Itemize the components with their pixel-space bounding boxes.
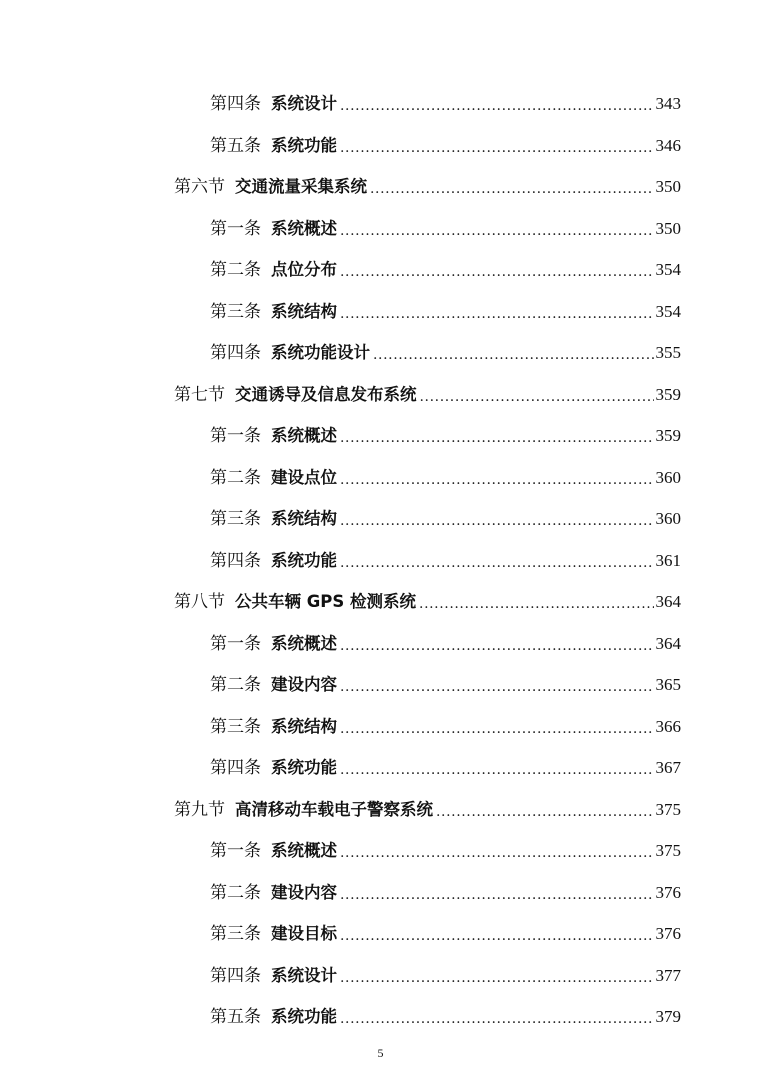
toc-entry-number: 第八节: [174, 592, 225, 612]
toc-entry-page-number: 355: [655, 343, 681, 362]
toc-entry-title: 系统设计: [271, 965, 337, 985]
toc-entry-page-number: 367: [655, 758, 681, 777]
toc-entry-title: 系统功能: [271, 1007, 337, 1026]
toc-entry-title: 系统功能: [271, 758, 337, 777]
toc-entry-page-number: 360: [655, 467, 681, 487]
toc-entry-title: 系统结构: [271, 301, 337, 321]
toc-article-entry[interactable]: [210, 831, 681, 871]
toc-entry-number: 第二条: [210, 467, 261, 488]
toc-entry-number: 第二条: [210, 882, 261, 903]
toc-entry-page-number: 354: [655, 260, 681, 279]
toc-dot-leader: [340, 209, 654, 249]
toc-entry-page-number: 364: [655, 633, 681, 653]
toc-entry-title: 高清移动车载电子警察系统: [235, 799, 433, 819]
toc-entry-page-number: 366: [655, 716, 681, 736]
toc-article-entry[interactable]: [210, 665, 681, 705]
toc-section-entry[interactable]: [174, 375, 681, 415]
toc-entry-number: 第三条: [210, 301, 261, 322]
toc-entry-title: 系统功能设计: [271, 343, 370, 362]
toc-dot-leader: [340, 126, 654, 166]
toc-entry-number: 第三条: [210, 509, 261, 529]
toc-entry-page-number: 376: [655, 924, 681, 943]
toc-dot-leader: [340, 458, 654, 498]
toc-dot-leader: [340, 292, 654, 332]
toc-dot-leader: [340, 541, 654, 581]
toc-entry-page-number: 354: [655, 301, 681, 321]
toc-entry-title: 交通诱导及信息发布系统: [235, 384, 417, 404]
toc-dot-leader: [340, 84, 654, 124]
toc-article-entry[interactable]: [210, 624, 681, 664]
toc-entry-page-number: 359: [655, 384, 681, 404]
toc-article-entry[interactable]: [210, 84, 681, 124]
toc-entry-number: 第六节: [174, 177, 225, 197]
toc-entry-page-number: 359: [655, 426, 681, 445]
toc-entry-number: 第三条: [210, 924, 261, 944]
toc-dot-leader: [370, 167, 654, 207]
toc-dot-leader: [340, 831, 654, 871]
toc-section-entry[interactable]: [174, 582, 681, 622]
toc-dot-leader: [419, 582, 653, 622]
toc-dot-leader: [340, 250, 654, 290]
toc-section-entry[interactable]: [174, 790, 681, 830]
toc-article-entry[interactable]: [210, 914, 681, 954]
toc-entry-title: 建设内容: [271, 882, 337, 902]
toc-entry-page-number: 379: [655, 1007, 681, 1026]
toc-article-entry[interactable]: [210, 333, 681, 373]
toc-entry-page-number: 343: [655, 94, 681, 113]
toc-dot-leader: [340, 665, 654, 705]
toc-entry-number: 第三条: [210, 716, 261, 737]
toc-article-entry[interactable]: [210, 956, 681, 996]
toc-entry-number: 第一条: [210, 841, 261, 861]
toc-entry-number: 第七节: [174, 384, 225, 405]
toc-dot-leader: [420, 375, 654, 415]
toc-entry-title: 系统概述: [271, 633, 337, 653]
toc-entry-page-number: 375: [655, 841, 681, 860]
toc-article-entry[interactable]: [210, 997, 681, 1037]
toc-article-entry[interactable]: [210, 499, 681, 539]
toc-entry-page-number: 365: [655, 675, 681, 694]
toc-entry-number: 第五条: [210, 135, 261, 156]
toc-entry-page-number: 377: [655, 965, 681, 985]
toc-dot-leader: [340, 416, 654, 456]
toc-dot-leader: [340, 707, 654, 747]
toc-entry-title: 建设内容: [271, 675, 337, 694]
toc-entry-number: 第二条: [210, 260, 261, 280]
toc-entry-title: 建设目标: [271, 924, 337, 943]
toc-article-entry[interactable]: [210, 250, 681, 290]
toc-entry-number: 第一条: [210, 218, 261, 239]
toc-entry-title: 点位分布: [271, 260, 337, 279]
toc-entry-page-number: 350: [655, 177, 681, 196]
toc-article-entry[interactable]: [210, 126, 681, 166]
toc-dot-leader: [340, 499, 654, 539]
toc-dot-leader: [340, 956, 654, 996]
toc-entry-number: 第一条: [210, 633, 261, 654]
toc-dot-leader: [340, 748, 654, 788]
toc-article-entry[interactable]: [210, 707, 681, 747]
toc-entry-page-number: 346: [655, 135, 681, 155]
toc-entry-page-number: 361: [655, 550, 681, 570]
toc-entry-title: 系统设计: [271, 94, 337, 113]
toc-entry-title: 系统结构: [271, 716, 337, 736]
toc-entry-title: 系统概述: [271, 426, 337, 445]
toc-section-entry[interactable]: [174, 167, 681, 207]
toc-article-entry[interactable]: [210, 209, 681, 249]
toc-article-entry[interactable]: [210, 748, 681, 788]
page-footer-number: 5: [377, 1046, 384, 1060]
toc-entry-title: 建设点位: [271, 467, 337, 487]
toc-entry-page-number: 376: [655, 882, 681, 902]
toc-article-entry[interactable]: [210, 873, 681, 913]
toc-entry-page-number: 350: [655, 218, 681, 238]
toc-entry-number: 第四条: [210, 758, 261, 778]
toc-entry-title: 系统概述: [271, 841, 337, 860]
toc-entry-page-number: 375: [655, 799, 681, 819]
toc-article-entry[interactable]: [210, 292, 681, 332]
toc-entry-title: 公共车辆 GPS 检测系统: [235, 592, 417, 611]
toc-entry-number: 第九节: [174, 799, 225, 820]
toc-article-entry[interactable]: [210, 416, 681, 456]
toc-entry-number: 第四条: [210, 550, 261, 571]
toc-entry-title: 交通流量采集系统: [235, 177, 367, 196]
toc-entry-number: 第四条: [210, 965, 261, 986]
toc-dot-leader: [340, 914, 654, 954]
toc-entry-number: 第四条: [210, 343, 261, 363]
toc-entry-number: 第四条: [210, 94, 261, 114]
toc-dot-leader: [340, 997, 654, 1037]
toc-dot-leader: [436, 790, 654, 830]
toc-dot-leader: [373, 333, 654, 373]
toc-entry-page-number: 360: [655, 509, 681, 528]
toc-entry-title: 系统功能: [271, 550, 337, 570]
toc-entry-number: 第二条: [210, 675, 261, 695]
toc-entry-page-number: 364: [655, 592, 681, 611]
toc-dot-leader: [340, 873, 654, 913]
toc-dot-leader: [340, 624, 654, 664]
toc-entry-number: 第五条: [210, 1007, 261, 1027]
toc-entry-number: 第一条: [210, 426, 261, 446]
toc-article-entry[interactable]: [210, 541, 681, 581]
toc-entry-title: 系统结构: [271, 509, 337, 528]
toc-entry-title: 系统概述: [271, 218, 337, 238]
toc-article-entry[interactable]: [210, 458, 681, 498]
toc-entry-title: 系统功能: [271, 135, 337, 155]
